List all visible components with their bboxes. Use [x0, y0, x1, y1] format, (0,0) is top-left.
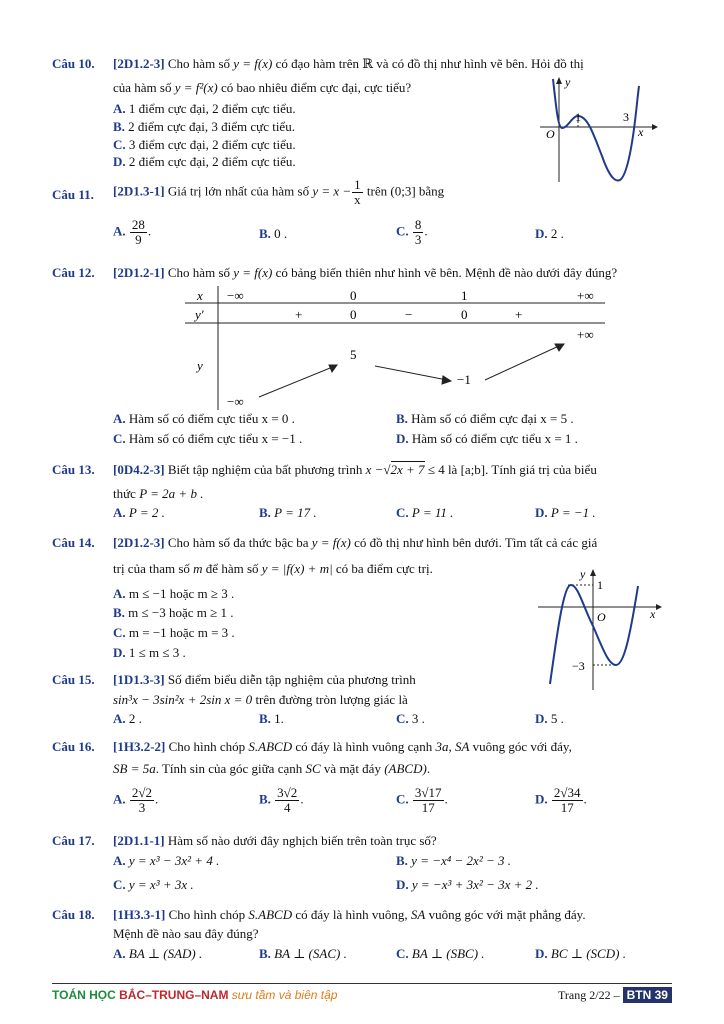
- option-d[interactable]: D. 2 .: [535, 226, 564, 241]
- stem-math: (ABCD): [384, 761, 427, 776]
- footer-page-info: [558, 988, 672, 1003]
- question-number: Câu 14.: [52, 535, 95, 550]
- tick-label-1: 1: [575, 110, 581, 124]
- footer-brand-green: TOÁN HỌC: [52, 988, 120, 1002]
- question-number: Câu 12.: [52, 265, 95, 280]
- question-stem-line1: [0D4.2-3] Biết tập nghiệm của bất phương trình x −√2x + 7 ≤ 4 là [a;b]. Tính giá trị của biểu: [113, 462, 597, 477]
- table-cell: +: [295, 307, 303, 322]
- option-c[interactable]: C. y = x³ + 3x .: [113, 877, 194, 892]
- tick-label-minus3: −3: [572, 659, 585, 673]
- stem-text: có ba điểm cực trị.: [335, 561, 433, 576]
- question-stem-line1: [113, 739, 572, 755]
- stem-text: Hàm số nào dưới đây nghịch biến trên toàn trục số?: [167, 833, 437, 848]
- stem-math: S.ABCD: [248, 907, 293, 922]
- option-d[interactable]: D. y = −x³ + 3x² − 3x + 2 .: [396, 877, 539, 892]
- question-code: [2D1.2-3]: [113, 535, 165, 550]
- table-cell: −: [405, 307, 413, 322]
- y-axis-arrow: [556, 77, 562, 84]
- option-b[interactable]: B. 1.: [259, 711, 284, 726]
- stem-math: SB = 5a: [113, 761, 156, 776]
- stem-text: vuông góc với đáy,: [472, 739, 572, 754]
- question-stem: [113, 178, 444, 207]
- x-axis-label: x: [638, 125, 644, 139]
- stem-text: Giá trị lớn nhất của hàm số: [167, 183, 310, 199]
- stem-text: ≤ 4 là: [427, 462, 458, 477]
- radical: 2x + 7: [390, 462, 425, 477]
- stem-text: để hàm số: [205, 561, 259, 576]
- option-a[interactable]: A. BA ⊥ (SAD) .: [113, 946, 203, 961]
- option-a[interactable]: A. Hàm số có điểm cực tiểu x = 0 .: [113, 411, 295, 426]
- table-cell: 0: [461, 307, 468, 322]
- table-cell: 1: [461, 288, 468, 303]
- table-yprime-label: y′: [195, 307, 204, 322]
- question-code: [2D1.2-1]: [113, 265, 165, 280]
- function-graph-q10: [540, 76, 660, 182]
- option-d[interactable]: D. $\frac{2√34}{17}$ .: [535, 785, 587, 815]
- option-a[interactable]: A. m ≤ −1 hoặc m ≥ 3 .: [113, 586, 235, 601]
- footer-brand-tagline: sưu tầm và biên tập: [228, 988, 338, 1002]
- stem-text: trị của tham số: [113, 561, 190, 576]
- stem-text: có bảng biến thiên như hình vẽ bên. Mệnh đề nào dưới đây đúng?: [275, 265, 618, 280]
- option-c[interactable]: C. BA ⊥ (SBC) .: [396, 946, 485, 961]
- table-cell: −∞: [227, 394, 244, 409]
- question-number: Câu 10.: [52, 56, 95, 71]
- stem-text: Cho hàm số: [167, 265, 231, 280]
- option-a[interactable]: A. $\frac{28}{9}$ .: [113, 217, 152, 247]
- option-c[interactable]: C. m = −1 hoặc m = 3 .: [113, 625, 235, 640]
- option-d[interactable]: D. 5 .: [535, 711, 564, 726]
- table-cell: +: [515, 307, 523, 322]
- stem-text: bằng: [418, 183, 445, 199]
- y-axis-label: y: [580, 567, 586, 581]
- question-code: [1H3.3-1]: [113, 907, 166, 922]
- curve: [553, 79, 639, 181]
- stem-text: thức: [113, 486, 136, 501]
- option-b[interactable]: B. BA ⊥ (SAC) .: [259, 946, 347, 961]
- stem-text: Biết tập nghiệm của bất phương trình: [167, 462, 363, 477]
- table-x-label: x: [197, 288, 203, 303]
- option-d[interactable]: D. 2 điểm cực đại, 2 điểm cực tiểu.: [113, 154, 296, 169]
- question-stem-line1: [113, 672, 416, 688]
- stem-math: P = 2a + b .: [139, 486, 204, 501]
- stem-math: x −: [365, 462, 384, 477]
- option-b[interactable]: B. 2 điểm cực đại, 3 điểm cực tiểu.: [113, 119, 295, 134]
- curve: [550, 585, 638, 684]
- question-code: [2D1.2-3]: [113, 56, 165, 71]
- option-d[interactable]: D. P = −1 .: [535, 505, 596, 520]
- question-stem-line1: [113, 535, 597, 551]
- question-stem: [113, 265, 617, 281]
- stem-math: (0;3]: [390, 183, 416, 199]
- stem-text: ,: [448, 739, 452, 754]
- stem-text: trên: [366, 183, 388, 199]
- stem-text: .: [426, 761, 431, 776]
- question-stem: [113, 833, 437, 849]
- table-cell: +∞: [577, 327, 594, 342]
- question-number: Câu 13.: [52, 462, 95, 477]
- stem-text: vuông góc với mặt phẳng đáy.: [428, 907, 586, 922]
- question-number: Câu 18.: [52, 907, 95, 922]
- question-stem-line2: [113, 761, 430, 777]
- stem-math: sin³x − 3sin²x + 2sin x = 0: [113, 692, 253, 707]
- question-stem-line2: [113, 486, 203, 502]
- question-code: [2D1.1-1]: [113, 833, 165, 848]
- stem-math: y = x −: [312, 183, 352, 199]
- tick-label-3: 3: [623, 110, 629, 124]
- footer-divider: [52, 983, 672, 984]
- stem-text: Cho hình chóp: [168, 907, 246, 922]
- stem-text: . Tính sin của góc giữa cạnh: [155, 761, 303, 776]
- y-axis-label: y: [565, 76, 571, 89]
- stem-math: SC: [305, 761, 321, 776]
- question-code: [2D1.3-1]: [113, 183, 165, 199]
- question-stem-line2: [113, 692, 408, 708]
- option-c[interactable]: C. $\frac{8}{3}$ .: [396, 217, 428, 247]
- footer-brand-red: BẮC–TRUNG–NAM: [119, 988, 229, 1002]
- option-d[interactable]: D. BC ⊥ (SCD) .: [535, 946, 626, 961]
- question-code: [1D1.3-3]: [113, 672, 165, 687]
- stem-math: y = f(x): [311, 535, 351, 550]
- option-a[interactable]: A. P = 2 .: [113, 505, 165, 520]
- table-cell: −∞: [227, 288, 244, 303]
- question-number: Câu 16.: [52, 739, 95, 754]
- stem-text: có đáy là hình vuông cạnh: [295, 739, 433, 754]
- stem-math: y = f(x): [233, 265, 273, 280]
- question-stem-line2: Mệnh đề nào sau đây đúng?: [113, 926, 259, 941]
- question-code: [0D4.2-3]: [113, 462, 165, 477]
- option-c[interactable]: C. 3 .: [396, 711, 425, 726]
- stem-text: có bao nhiêu điểm cực đại, cực tiểu?: [220, 80, 412, 95]
- table-y-label: y: [197, 358, 203, 373]
- option-b[interactable]: B. Hàm số có điểm cực đại x = 5 .: [396, 411, 574, 426]
- question-stem-line1: [113, 56, 584, 72]
- option-b[interactable]: B. m ≤ −3 hoặc m ≥ 1 .: [113, 605, 234, 620]
- stem-math: y = f²(x): [174, 80, 218, 95]
- option-a[interactable]: A. $\frac{2√2}{3}$ .: [113, 785, 159, 815]
- question-stem-line2: [113, 561, 433, 577]
- function-graph-q14: [538, 566, 664, 690]
- option-c[interactable]: C. P = 11 .: [396, 505, 454, 520]
- option-b[interactable]: B. y = −x⁴ − 2x² − 3 .: [396, 853, 511, 868]
- stem-text: Cho hình chóp: [168, 739, 246, 754]
- stem-math: y = |f(x) + m|: [261, 561, 333, 576]
- option-a[interactable]: A. 2 .: [113, 711, 142, 726]
- stem-math: m: [193, 561, 203, 576]
- tick-label-1: 1: [597, 578, 603, 592]
- y-axis-arrow: [590, 569, 596, 576]
- table-cell: 0: [350, 307, 357, 322]
- stem-math: SA: [410, 907, 426, 922]
- option-b[interactable]: B. $\frac{3√2}{4}$ .: [259, 785, 304, 815]
- option-a[interactable]: A. 1 điểm cực đại, 2 điểm cực tiểu.: [113, 101, 296, 116]
- x-axis-arrow: [652, 124, 658, 130]
- variation-table: [185, 286, 605, 410]
- stem-text: có đạo hàm trên ℝ và có đồ thị như hình vẽ bên. Hỏi đồ thị: [275, 56, 584, 71]
- option-b[interactable]: B. 0 .: [259, 226, 288, 241]
- stem-text: có đồ thị như hình bên dưới. Tìm tất cả các giá: [354, 535, 598, 550]
- option-d[interactable]: D. 1 ≤ m ≤ 3 .: [113, 645, 186, 660]
- question-stem-line1: [113, 907, 586, 923]
- stem-text: Cho hàm số đa thức bậc ba: [167, 535, 309, 550]
- stem-text: và mặt đáy: [323, 761, 381, 776]
- stem-math: [a;b]: [460, 462, 486, 477]
- stem-text: của hàm số: [113, 80, 172, 95]
- stem-text: . Tính giá trị của biểu: [485, 462, 597, 477]
- doc-badge: BTN 39: [623, 987, 672, 1003]
- option-d[interactable]: D. Hàm số có điểm cực tiểu x = 1 .: [396, 431, 578, 446]
- variation-arrows: [259, 344, 564, 397]
- table-cell: −1: [457, 372, 471, 387]
- question-number: Câu 17.: [52, 833, 95, 848]
- stem-math: y = f(x): [233, 56, 273, 71]
- question-number: Câu 11.: [52, 187, 94, 202]
- question-stem-line2: [113, 80, 411, 96]
- origin-label: O: [597, 610, 606, 624]
- stem-text: Cho hàm số: [167, 56, 231, 71]
- page-number: Trang 2/22 –: [558, 988, 623, 1002]
- stem-text: có đáy là hình vuông,: [295, 907, 408, 922]
- stem-text: Số điểm biểu diễn tập nghiệm của phương trình: [167, 672, 416, 687]
- x-axis-label: x: [650, 607, 656, 621]
- stem-math: 3a: [435, 739, 449, 754]
- question-code: [1H3.2-2]: [113, 739, 166, 754]
- stem-text: trên đường tròn lượng giác là: [255, 692, 408, 707]
- stem-math: SA: [454, 739, 470, 754]
- table-cell: +∞: [577, 288, 594, 303]
- option-a[interactable]: A. y = x³ − 3x² + 4 .: [113, 853, 220, 868]
- origin-label: O: [546, 127, 555, 141]
- option-c[interactable]: C. 3 điểm cực đại, 2 điểm cực tiểu.: [113, 137, 296, 152]
- option-c[interactable]: C. Hàm số có điểm cực tiểu x = −1 .: [113, 431, 303, 446]
- stem-math: S.ABCD: [248, 739, 293, 754]
- table-cell: 5: [350, 347, 357, 362]
- fraction: $\frac{1}{x}$: [354, 177, 361, 207]
- option-b[interactable]: B. P = 17 .: [259, 505, 317, 520]
- table-cell: 0: [350, 288, 357, 303]
- x-axis-arrow: [656, 604, 662, 610]
- question-number: Câu 15.: [52, 672, 95, 687]
- footer-brand: [52, 988, 337, 1002]
- option-c[interactable]: C. $\frac{3√17}{17}$ .: [396, 785, 448, 815]
